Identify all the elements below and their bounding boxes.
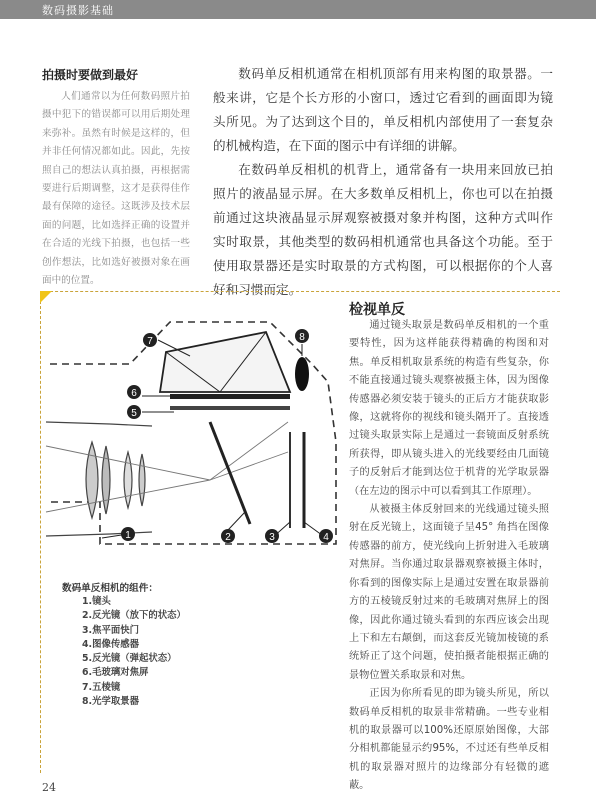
sidebar-text: 人们通常以为任何数码照片拍摄中犯下的错误都可以用后期处理来弥补。虽然有时候是这样的，但并非任何情况都如此。因此，先按照自己的想法认真拍摄，再根据需要进行后期调整，这才是获得佳作最有保障的途径。这既涉及技术层面的问题，比如选择正确的设置并在合适的光线下拍摄，也包括一些创作想法，比如选好被摄对象在画面中的位置。	[42, 91, 190, 287]
component-item: 3.焦平面快门	[82, 624, 139, 636]
book-title: 数码摄影基础	[42, 4, 114, 17]
mirror-down	[210, 422, 250, 524]
callout-number: 7	[147, 336, 153, 347]
sidebar-heading: 拍摄时要做到最好	[42, 68, 139, 82]
page-number: 24	[42, 781, 56, 794]
corner-marker	[40, 291, 52, 303]
dslr-cross-section-diagram	[40, 312, 345, 572]
callout-number: 3	[269, 532, 275, 543]
callout-number: 2	[225, 532, 231, 543]
section-body	[349, 317, 549, 796]
callout-3	[265, 529, 279, 543]
pentaprism	[160, 332, 290, 392]
component-item: 6.毛玻璃对焦屏	[82, 667, 149, 679]
flipped-mirror	[170, 406, 290, 410]
component-item: 2.反光镜（放下的状态）	[82, 610, 186, 622]
component-item: 4.图像传感器	[82, 638, 139, 650]
component-item: 5.反光镜（弹起状态）	[82, 653, 177, 665]
callout-number: 8	[299, 332, 305, 343]
diagram-caption-title: 数码单反相机的组件：	[62, 583, 158, 594]
component-list	[82, 595, 186, 709]
main-text	[213, 62, 553, 302]
focus-screen	[170, 394, 290, 399]
header-bar	[0, 0, 596, 19]
callout-4	[319, 529, 333, 543]
main-paragraph: 数码单反相机通常在相机顶部有用来构图的取景器。一般来讲，它是个长方形的小窗口，透过它看到的画面即为镜头所见。为了达到这个目的，单反相机内部使用了一套复杂的机械构造，在下面的图示中有详细的讲解。	[213, 66, 553, 153]
callout-8	[295, 329, 309, 343]
main-paragraph: 在数码单反相机的机背上，通常备有一块用来回放已拍照片的液晶显示屏。在大多数单反相机上，你也可以在拍摄前通过这块液晶显示屏观察被摄对象并构图，这种方式叫作实时取景，其他类型的数码相机通常也具备这个功能。至于使用取景器还是实时取景的方式构图，可以根据你的个人喜好和习惯而定。	[213, 162, 553, 297]
callout-number: 5	[131, 408, 137, 419]
component-item: 1.镜头	[82, 596, 111, 607]
callout-5	[127, 405, 141, 419]
callout-number: 4	[323, 532, 329, 543]
callout-1	[121, 527, 135, 541]
component-item: 7.五棱镜	[82, 681, 121, 693]
callout-2	[221, 529, 235, 543]
callout-7	[143, 333, 157, 347]
lens-barrel	[46, 422, 152, 536]
section-paragraph: 通过镜头取景是数码单反相机的一个重要特性，因为这样能获得精确的构图和对焦。单反相机取景系统的构造有些复杂，你不能直接通过镜头观察被摄主体，因为图像传感器必须安装于镜头的正后方才能获取影像，这就将你的视线和镜头隔开了。直接透过镜头取景实际上是通过一套镜面反射系统所获得，即从镜头进入的光线要经由几面镜子的反射后才能到达位于机背的光学取景器（在左边的图示中可以看到其工作原理）。	[349, 320, 549, 497]
light-path	[46, 422, 288, 512]
component-item: 8.光学取景器	[82, 696, 139, 708]
callout-number: 6	[131, 388, 137, 399]
callout-6	[127, 385, 141, 399]
divider	[40, 291, 560, 292]
section-paragraph: 从被摄主体反射回来的光线通过镜头照射在反光镜上，这面镜子呈45° 角挡在图像传感器的前方，使光线向上折射进入毛玻璃对焦屏。当你通过取景器观察被摄主体时，你看到的图像实际上是通过安置在取景器前方的五棱镜反射过来的毛玻璃对焦屏上的图像，因此你通过镜头看到的东西应该会出现上下和左右颠倒，而这套反光镜加棱镜的系统矫正了这个问题，使拍摄者能根据正确的景物位置关系取景和对焦。	[349, 504, 549, 681]
section-paragraph: 正因为你所看见的即为镜头所见，所以数码单反相机的取景非常精确。一些专业相机的取景器可以100%还原原始图像，大部分相机都能显示约95%，不过还有些单反相机的取景器对照片的边缘部分有轻微的遮蔽。	[349, 688, 549, 792]
section-title: 检视单反	[349, 302, 405, 318]
viewfinder-eyepiece	[295, 357, 309, 391]
callout-number: 1	[125, 530, 131, 541]
